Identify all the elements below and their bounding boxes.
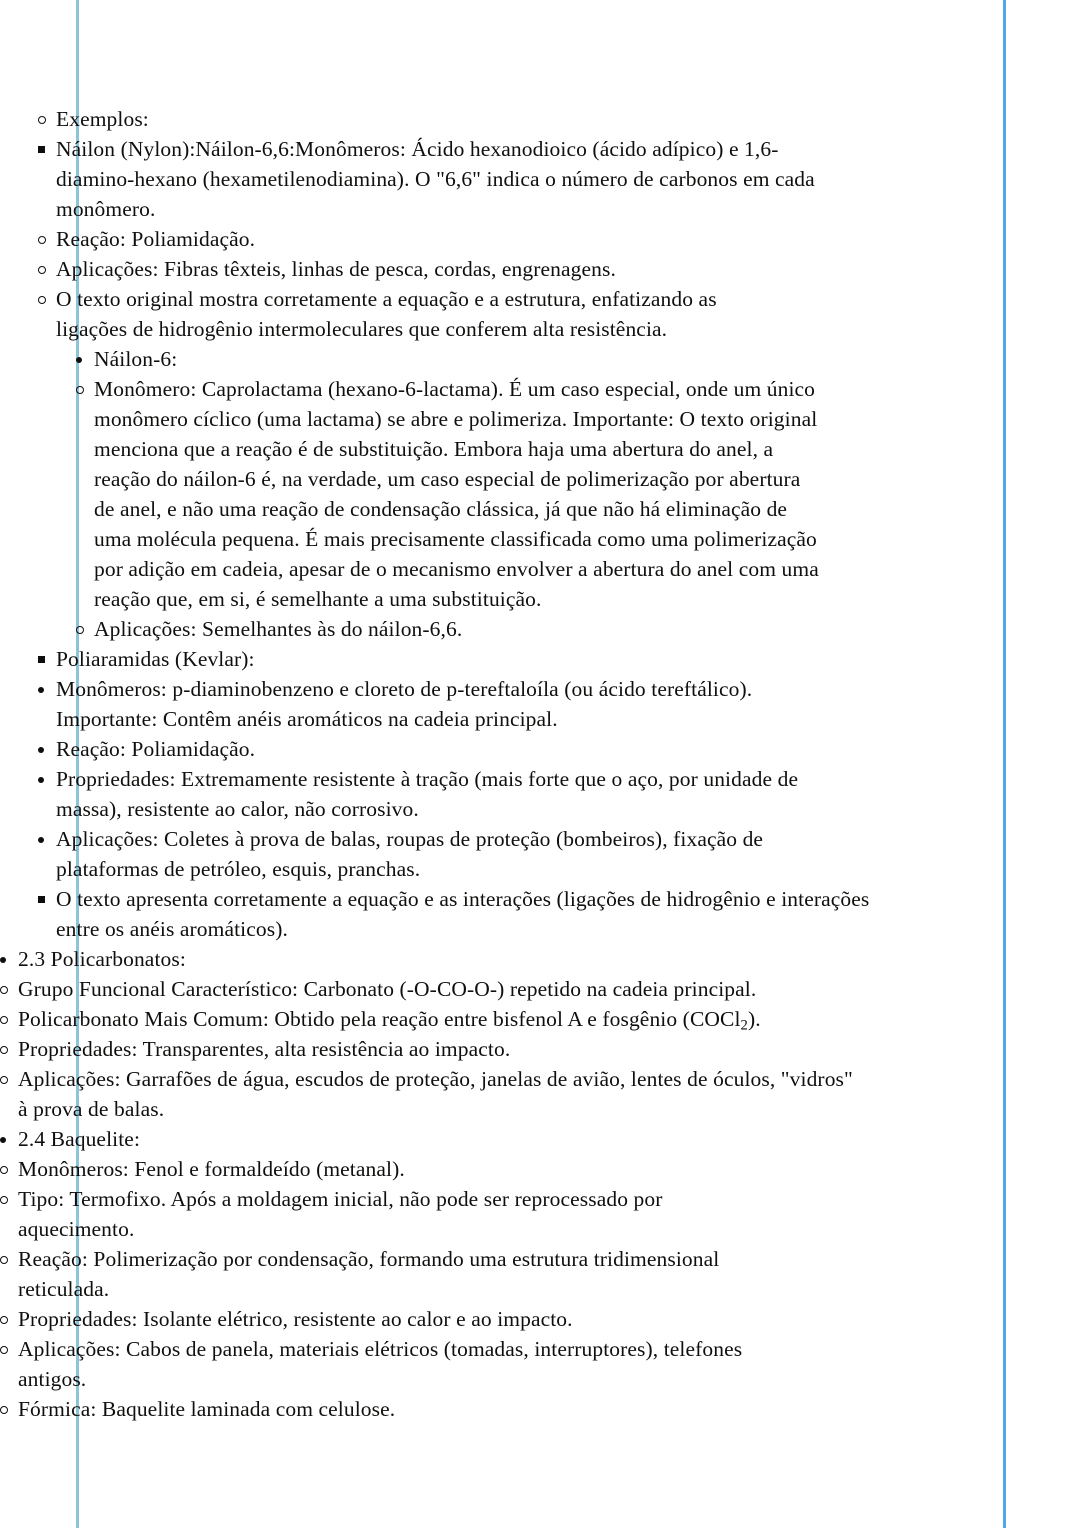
exemplos-children [38,134,1080,944]
nailon-6-children [76,374,1080,644]
list-item-baquelite-tipo [0,1184,718,1244]
bullet-circle-icon [0,1334,18,1364]
list-item-nailon-66 [38,134,1080,344]
nailon-66-obs-text: O texto original mostra corretamente a equação e a estrutura, enfatizando as ligações de hidrogênio intermoleculares que conferem alta resistência. [56,287,717,341]
policarbonatos-grupo-text: Grupo Funcional Característico: Carbonato (-O-CO-O-) repetido na cadeia principal. [18,977,757,1001]
bullet-circle-icon [76,614,94,644]
bullet-circle-icon [38,104,56,134]
list-item-baquelite-reacao [0,1244,790,1304]
list-item-nailon-66-obs [38,284,1080,344]
exemplos-label: Exemplos: [56,107,149,131]
list-item-nailon-6-monomero [76,374,1080,614]
bullet-disc-icon [38,734,56,764]
bullet-circle-icon [0,1244,18,1274]
outline-root-top [0,104,1080,944]
baquelite-label: 2.4 Baquelite: [18,1127,141,1151]
poliaramidas-monomeros-text: Monômeros: p-diaminobenzeno e cloreto de p-tereftaloíla (ou ácido tereftálico). Importante: Contêm anéis aromáticos na cadeia principal. [56,677,753,731]
list-item-policarbonatos [0,944,1080,1124]
list-item-poliaramidas [38,644,1080,884]
list-item-nailon-66-reacao [38,224,1080,254]
poliaramidas-propriedades-text: Propriedades: Extremamente resistente à tração (mais forte que o aço, por unidade de massa), resistente ao calor, não corrosivo. [56,767,799,821]
bullet-circle-icon [0,1154,18,1184]
list-item-nailon-66-aplicacoes [38,254,1080,284]
bullet-square-icon [38,884,56,914]
bullet-circle-icon [0,974,18,1004]
baquelite-tipo-text: Tipo: Termofixo. Após a moldagem inicial, não pode ser reprocessado por aquecimento. [18,1187,663,1241]
poliaramidas-aplicacoes-text: Aplicações: Coletes à prova de balas, roupas de proteção (bombeiros), fixação de plataformas de petróleo, esquis, pranchas. [56,827,764,881]
list-item-policarbonatos-grupo [0,974,1080,1004]
bullet-circle-icon [38,284,56,314]
baquelite-reacao-text: Reação: Polimerização por condensação, formando uma estrutura tridimensional reticulada. [18,1247,720,1301]
list-item-baquelite-monomeros [0,1154,1080,1184]
poliaramidas-children [38,674,1080,884]
bullet-circle-icon [0,1034,18,1064]
list-item-nailon-6 [76,344,1080,644]
list-item-policarbonatos-aplicacoes [0,1064,862,1124]
bullet-disc-icon [76,344,94,374]
bullet-circle-icon [0,1064,18,1094]
nailon-66-aplicacoes-text: Aplicações: Fibras têxteis, linhas de pesca, cordas, engrenagens. [56,257,616,281]
list-item-poliaramidas-propriedades [38,764,1080,824]
bullet-circle-icon [38,254,56,284]
policarbonatos-aplicacoes-text: Aplicações: Garrafões de água, escudos de proteção, janelas de avião, lentes de óculos, "vidros" à prova de balas. [18,1067,853,1121]
list-item-poliaramidas-reacao [38,734,1080,764]
nailon-66-children [38,224,1080,344]
policarbonatos-label: 2.3 Policarbonatos: [18,947,186,971]
bullet-disc-icon [38,824,56,854]
bullet-disc-icon [38,674,56,704]
policarbonatos-children [0,974,1080,1124]
bullet-disc-icon [38,764,56,794]
baquelite-propriedades-text: Propriedades: Isolante elétrico, resistente ao calor e ao impacto. [18,1307,573,1331]
bullet-circle-icon [0,1394,18,1424]
policarbonatos-propriedades-text: Propriedades: Transparentes, alta resistência ao impacto. [18,1037,511,1061]
bullet-circle-icon [38,224,56,254]
outline-root-policarbonatos [0,944,1080,1124]
bullet-disc-icon [0,944,18,974]
nailon-6-aplicacoes-text: Aplicações: Semelhantes às do náilon-6,6. [94,617,463,641]
outline-root-baquelite [0,1124,1080,1424]
list-item-poliaramidas-aplicacoes [38,824,1080,884]
list-item-baquelite [0,1124,1080,1424]
poliaramidas-obs-text: O texto apresenta corretamente a equação e as interações (ligações de hidrogênio e interações entre os anéis aromáticos). [56,887,870,941]
bullet-circle-icon [0,1184,18,1214]
baquelite-aplicacoes-text: Aplicações: Cabos de panela, materiais elétricos (tomadas, interruptores), telefones antigos. [18,1337,743,1391]
list-item-baquelite-aplicacoes [0,1334,790,1394]
baquelite-children [0,1154,1080,1424]
bullet-circle-icon [0,1304,18,1334]
list-item-policarbonatos-comum [0,1004,862,1034]
policarbonatos-comum-subscript: 2 [740,1017,748,1034]
list-item-poliaramidas-monomeros [38,674,1080,734]
policarbonatos-comum-suffix: ). [747,1007,761,1031]
nailon-66-reacao-text: Reação: Poliamidação. [56,227,256,251]
list-item-baquelite-formica [0,1394,1080,1424]
bullet-square-icon [38,644,56,674]
list-item-nailon-6-aplicacoes [76,614,1080,644]
nailon-6-monomero-text: Monômero: Caprolactama (hexano-6-lactama). É um caso especial, onde um único monômero cíclico (uma lactama) se abre e polimeriza. Importante: O texto original menciona que a reação é de substituição. Embora haja uma abertura do anel, a reação do náilon-6 é, na verdade, um caso especial de polimerização por abertura de anel, e não uma reação de condensação clássica, já que não há eliminação de uma molécula pequena. É mais precisamente classificada como uma polimerização por adição em cadeia, apesar de o mecanismo envolver a abertura do anel com uma reação que, em si, é semelhante a uma substituição. [94,377,819,611]
nailon-66-text: Náilon (Nylon):Náilon-6,6:Monômeros: Ácido hexanodioico (ácido adípico) e 1,6-diamino-hexano (hexametilenodiamina). O "6,6" indica o número de carbonos em cada monômero. [56,137,815,221]
policarbonatos-comum-prefix: Policarbonato Mais Comum: Obtido pela reação entre bisfenol A e fosgênio (COCl [18,1007,741,1031]
bullet-circle-icon [0,1004,18,1034]
baquelite-formica-text: Fórmica: Baquelite laminada com celulose. [18,1397,396,1421]
poliaramidas-label: Poliaramidas (Kevlar): [56,647,255,671]
list-item-policarbonatos-propriedades [0,1034,1080,1064]
list-item-baquelite-propriedades [0,1304,1080,1334]
policarbonatos-comum-text [18,1004,862,1034]
baquelite-monomeros-text: Monômeros: Fenol e formaldeído (metanal). [18,1157,405,1181]
list-item-exemplos [38,104,1080,944]
bullet-disc-icon [0,1124,18,1154]
poliaramidas-reacao-text: Reação: Poliamidação. [56,737,256,761]
nailon-6-label: Náilon-6: [94,347,178,371]
bullet-circle-icon [76,374,94,404]
list-item-poliaramidas-obs [38,884,1080,944]
bullet-square-icon [38,134,56,164]
